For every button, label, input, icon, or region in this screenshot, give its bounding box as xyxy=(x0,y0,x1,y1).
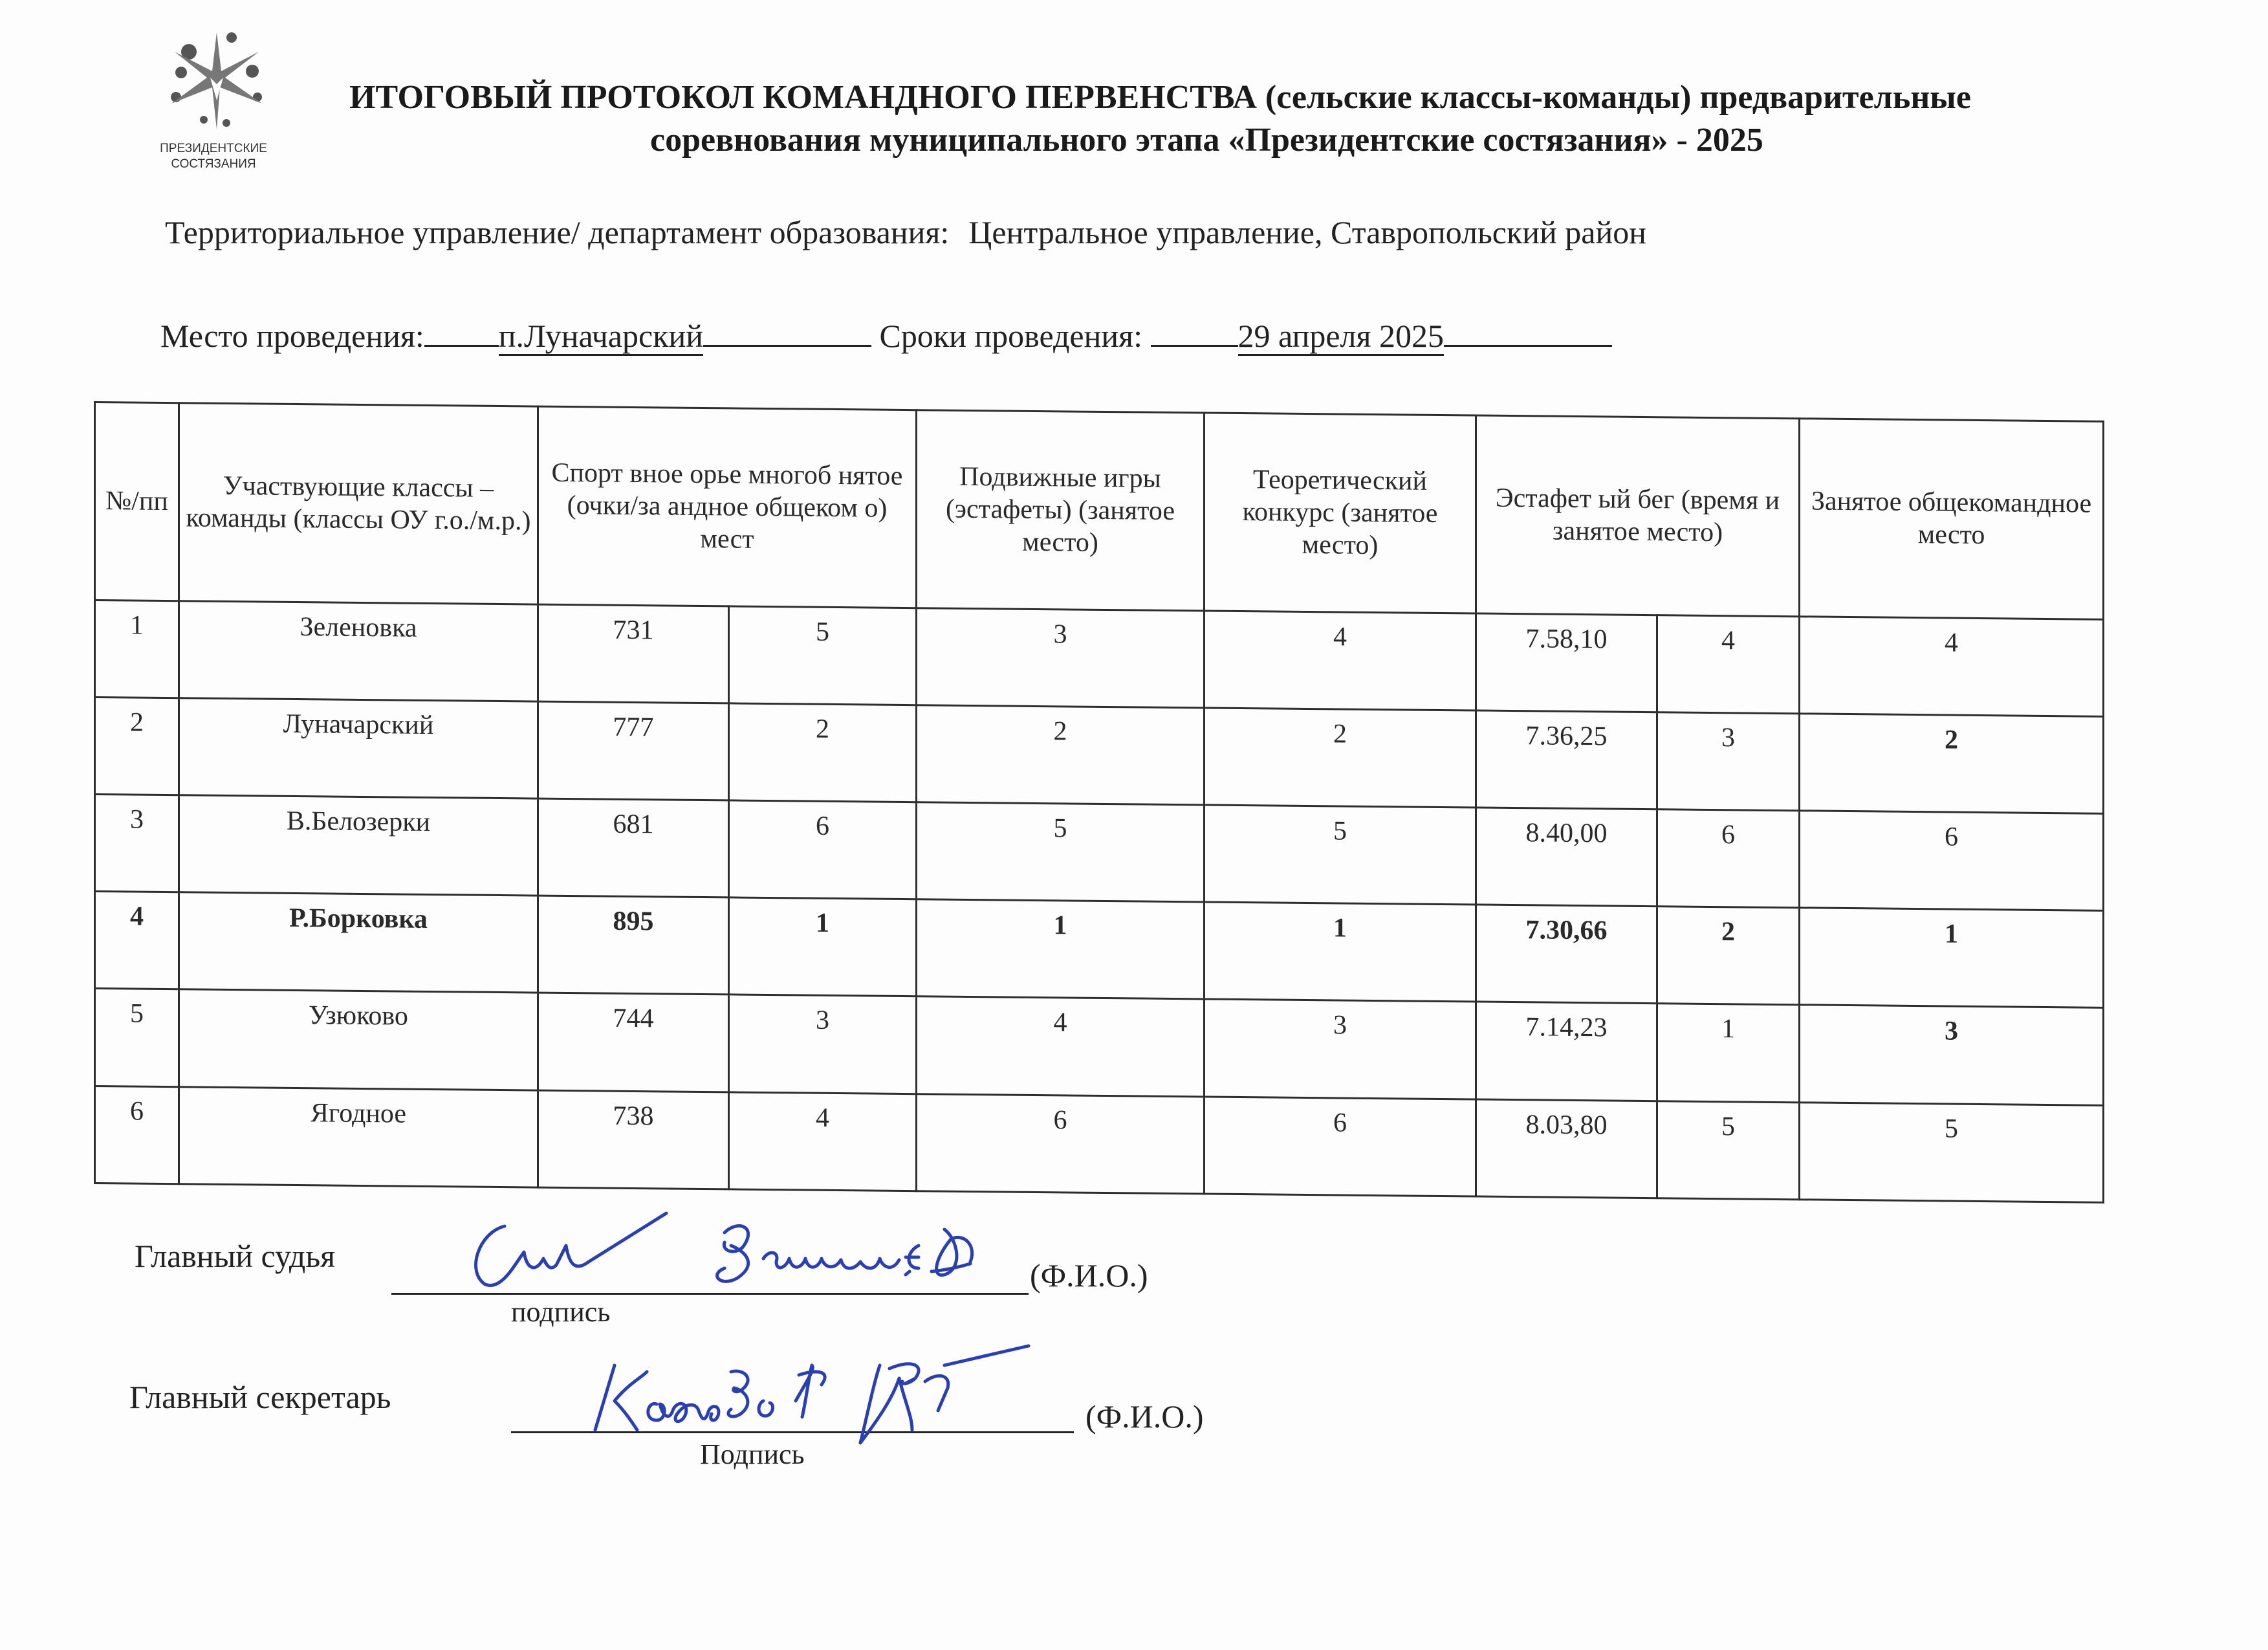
cell-number: 2 xyxy=(95,697,179,795)
cell-relay-place: 2 xyxy=(1657,907,1800,1005)
dates-label: Сроки проведения: xyxy=(879,318,1143,354)
cell-overall: 4 xyxy=(1800,616,2104,716)
cell-number: 1 xyxy=(95,600,179,698)
cell-time: 8.03,80 xyxy=(1476,1099,1657,1198)
department-value: Центральное управление, Ставропольский район xyxy=(968,214,1647,250)
table-row xyxy=(95,1086,2104,1202)
cell-overall: 1 xyxy=(1800,908,2104,1008)
secretary-handwritten-signature-icon xyxy=(576,1339,1184,1469)
table-row xyxy=(95,697,2104,813)
underline xyxy=(1151,318,1238,347)
results-table-wrapper xyxy=(94,401,2102,1204)
cell-games: 4 xyxy=(917,996,1205,1097)
place-value: п.Луначарский xyxy=(499,318,703,356)
cell-points: 731 xyxy=(538,604,729,703)
cell-time: 7.14,23 xyxy=(1476,1002,1657,1101)
cell-points: 738 xyxy=(538,1090,729,1189)
cell-points: 681 xyxy=(538,798,729,897)
header-overall: Занятое общекомандное место xyxy=(1800,419,2104,619)
cell-theory: 6 xyxy=(1205,1097,1476,1196)
cell-games: 1 xyxy=(917,899,1205,1000)
cell-number: 3 xyxy=(95,794,179,892)
cell-time: 7.36,25 xyxy=(1476,710,1657,809)
cell-multisport-place: 3 xyxy=(729,995,917,1094)
cell-points: 895 xyxy=(538,896,729,995)
cell-team: Ягодное xyxy=(179,1086,538,1187)
cell-relay-place: 1 xyxy=(1657,1004,1800,1102)
document-title xyxy=(349,76,2199,162)
cell-points: 744 xyxy=(538,993,729,1092)
table-row-winner xyxy=(95,892,2104,1008)
cell-number: 5 xyxy=(95,989,179,1086)
cell-overall: 2 xyxy=(1800,714,2104,814)
results-table xyxy=(94,401,2104,1204)
logo-text-line2: СОСТЯЗАНИЯ xyxy=(171,157,256,171)
secretary-signature-caption: Подпись xyxy=(700,1438,805,1470)
header-games: Подвижные игры (эстафеты) (занятое место) xyxy=(917,410,1205,611)
cell-games: 5 xyxy=(917,802,1205,903)
cell-points: 777 xyxy=(538,701,729,800)
cell-team: Р.Борковка xyxy=(179,892,538,993)
cell-theory: 5 xyxy=(1205,805,1476,905)
cell-games: 2 xyxy=(917,705,1205,805)
judge-handwritten-signature-icon xyxy=(453,1200,1048,1304)
cell-games: 6 xyxy=(917,1094,1205,1194)
cell-overall: 5 xyxy=(1800,1102,2104,1202)
place-dates-line xyxy=(160,317,1612,355)
header-number: №/пп xyxy=(95,402,179,601)
table-row xyxy=(95,989,2104,1105)
table-header-row xyxy=(95,402,2104,619)
cell-multisport-place: 6 xyxy=(729,800,917,899)
cell-team: Луначарский xyxy=(179,698,538,798)
secretary-fio-label: (Ф.И.О.) xyxy=(1085,1398,1204,1435)
cell-relay-place: 6 xyxy=(1657,809,1800,908)
underline xyxy=(703,318,871,347)
logo-text-line1: ПРЕЗИДЕНТСКИЕ xyxy=(160,142,267,155)
department-line xyxy=(165,214,1646,251)
header-relay: Эстафет ый бег (время и занятое место) xyxy=(1476,415,1800,616)
place-label: Место проведения: xyxy=(160,318,424,354)
table-row xyxy=(95,794,2104,910)
dates-value: 29 апреля 2025 xyxy=(1238,318,1444,356)
cell-overall: 3 xyxy=(1800,1005,2104,1105)
judge-signature-caption: подпись xyxy=(511,1296,611,1328)
cell-time: 7.30,66 xyxy=(1476,905,1657,1004)
cell-team: Зеленовка xyxy=(179,600,538,701)
logo xyxy=(129,26,298,181)
cell-relay-place: 5 xyxy=(1657,1101,1800,1199)
cell-relay-place: 3 xyxy=(1657,712,1800,810)
cell-multisport-place: 1 xyxy=(729,897,917,996)
cell-multisport-place: 4 xyxy=(729,1092,917,1191)
presidential-games-logo-icon xyxy=(155,26,272,136)
cell-multisport-place: 2 xyxy=(729,703,917,802)
header-multisport: Спорт вное орье многоб нятое (очки/за андное общеком о) мест xyxy=(538,406,917,608)
secretary-label: Главный секретарь xyxy=(129,1379,391,1415)
header-theory: Теоретический конкурс (занятое место) xyxy=(1205,413,1476,613)
header-team: Участвующие классы – команды (классы ОУ г.о./м.р.) xyxy=(179,403,538,604)
cell-theory: 1 xyxy=(1205,902,1476,1002)
title-line1: ИТОГОВЫЙ ПРОТОКОЛ КОМАНДНОГО ПЕРВЕНСТВА (сельские классы-команды) предварительные xyxy=(349,79,1971,116)
cell-games: 3 xyxy=(917,608,1205,708)
underline xyxy=(1444,318,1612,347)
table-row xyxy=(95,600,2104,716)
department-label: Территориальное управление/ департамент образования: xyxy=(165,214,950,250)
cell-overall: 6 xyxy=(1800,811,2104,911)
cell-theory: 4 xyxy=(1205,610,1476,710)
cell-team: В.Белозерки xyxy=(179,795,538,896)
cell-team: Узюково xyxy=(179,989,538,1090)
cell-time: 7.58,10 xyxy=(1476,613,1657,712)
underline xyxy=(424,318,499,347)
judge-label: Главный судья xyxy=(135,1238,336,1274)
judge-fio-label: (Ф.И.О.) xyxy=(1030,1257,1148,1293)
cell-multisport-place: 5 xyxy=(729,606,917,705)
cell-relay-place: 4 xyxy=(1657,615,1800,713)
cell-number: 6 xyxy=(95,1086,179,1184)
title-line2: соревнования муниципального этапа «Президентские состязания» - 2025 xyxy=(650,122,1763,159)
cell-theory: 3 xyxy=(1205,999,1476,1099)
cell-number: 4 xyxy=(95,892,179,989)
logo-caption xyxy=(129,141,298,172)
cell-time: 8.40,00 xyxy=(1476,808,1657,907)
cell-theory: 2 xyxy=(1205,708,1476,808)
